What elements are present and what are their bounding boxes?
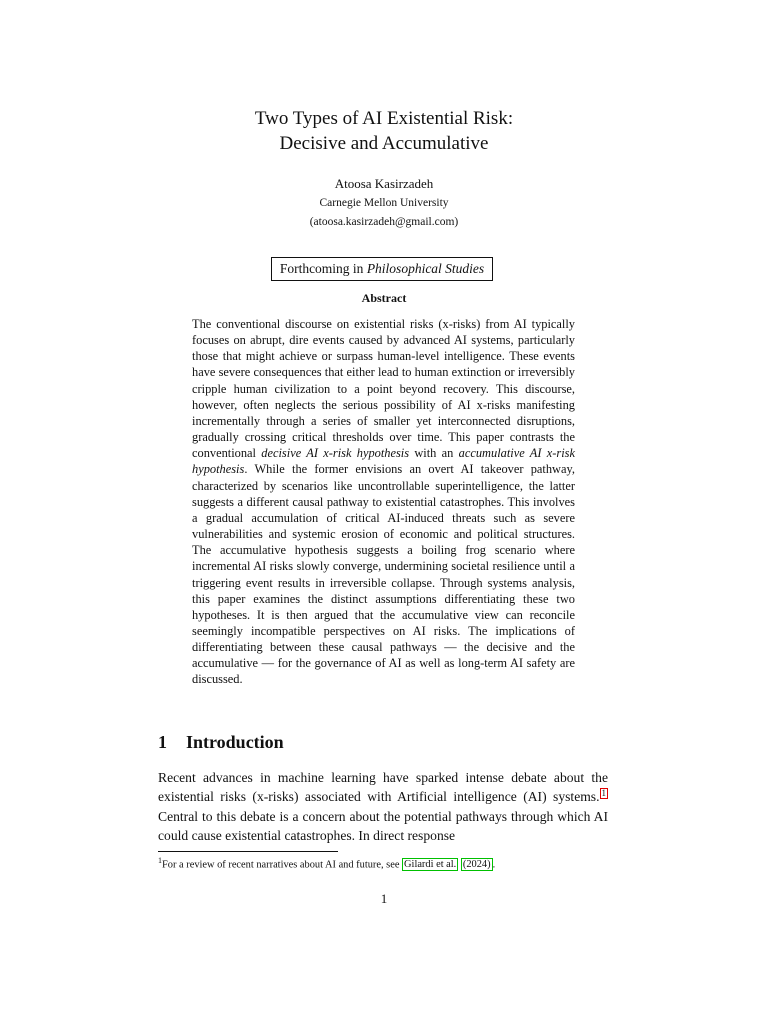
footnote bbox=[158, 854, 608, 872]
footnote-end: . bbox=[492, 859, 496, 871]
citation-year-link[interactable]: (2024) bbox=[462, 859, 491, 871]
intro-paragraph bbox=[158, 768, 608, 846]
section-number: 1 bbox=[158, 732, 167, 752]
footnote-divider bbox=[158, 851, 338, 852]
abstract-emphasis-accumulative: accumulative AI x-risk hypothesis bbox=[192, 446, 575, 477]
footnote-link[interactable]: 1 bbox=[601, 788, 606, 799]
title-line-1: Two Types of AI Existential Risk: bbox=[254, 108, 514, 129]
section-title: Introduction bbox=[186, 732, 284, 752]
citation-author-link[interactable]: Gilardi et al. bbox=[404, 859, 457, 871]
page-number: 1 bbox=[380, 891, 388, 906]
forthcoming-box bbox=[271, 257, 493, 281]
intro-text-1: Recent advances in machine learning have sparked intense debate about the existential risks (x-risks) associated with Artificial intelligence (AI) systems. bbox=[158, 770, 608, 805]
intro-text-2: Central to this debate is a concern about the potential pathways through which AI could cause existential catastrophes. In direct response bbox=[158, 808, 608, 844]
abstract-heading: Abstract bbox=[361, 291, 407, 305]
paper-title bbox=[0, 106, 768, 156]
author-name: Atoosa Kasirzadeh bbox=[334, 176, 434, 191]
footnote-mark: 1 bbox=[158, 856, 162, 865]
title-line-2: Decisive and Accumulative bbox=[279, 133, 489, 154]
author-email: (atoosa.kasirzadeh@gmail.com) bbox=[309, 216, 459, 228]
abstract-emphasis-decisive: decisive AI x-risk hypothesis bbox=[261, 446, 410, 461]
author-affiliation: Carnegie Mellon University bbox=[319, 197, 449, 209]
abstract-text-2: with an bbox=[409, 446, 459, 461]
abstract-text-3: . While the former envisions an overt AI takeover pathway, characterized by scenarios like uncontrollable superintelligence, the latter suggests a different causal pathway to existential catastrophes. This involves a gradual accumulation of critical AI-induced threats such as severe vulnerabilities and systemic erosion of economic and political structures. The accumulative hypothesis suggests a boiling frog scenario where incremental AI risks slowly converge, undermining societal resilience until a triggering event results in irreversible collapse. Through systems analysis, this paper examines the distinct assumptions differentiating these two hypotheses. It is then argued that the accumulative view can reconcile seemingly incompatible perspectives on AI risks. The implications of differentiating between these causal pathways — the decisive and the accumulative — for the governance of AI as well as long-term AI safety are discussed. bbox=[192, 462, 575, 687]
forthcoming-prefix: Forthcoming in bbox=[279, 261, 367, 276]
abstract-body bbox=[192, 316, 575, 688]
section-heading bbox=[158, 732, 284, 753]
journal-name: Philosophical Studies bbox=[366, 261, 485, 276]
abstract-text-1: The conventional discourse on existential risks (x-risks) from AI typically focuses on abrupt, dire events caused by advanced AI systems, particularly those that might achieve or surpass human-level intelligence. These events have severe consequences that either lead to human extinction or irreversibly cripple human civilization to a point beyond recovery. This discourse, however, often neglects the serious possibility of AI x-risks manifesting incrementally through a series of smaller yet interconnected disruptions, gradually crossing critical thresholds over time. This paper contrasts the conventional bbox=[192, 317, 575, 461]
footnote-text: For a review of recent narratives about AI and future, see bbox=[162, 859, 403, 871]
